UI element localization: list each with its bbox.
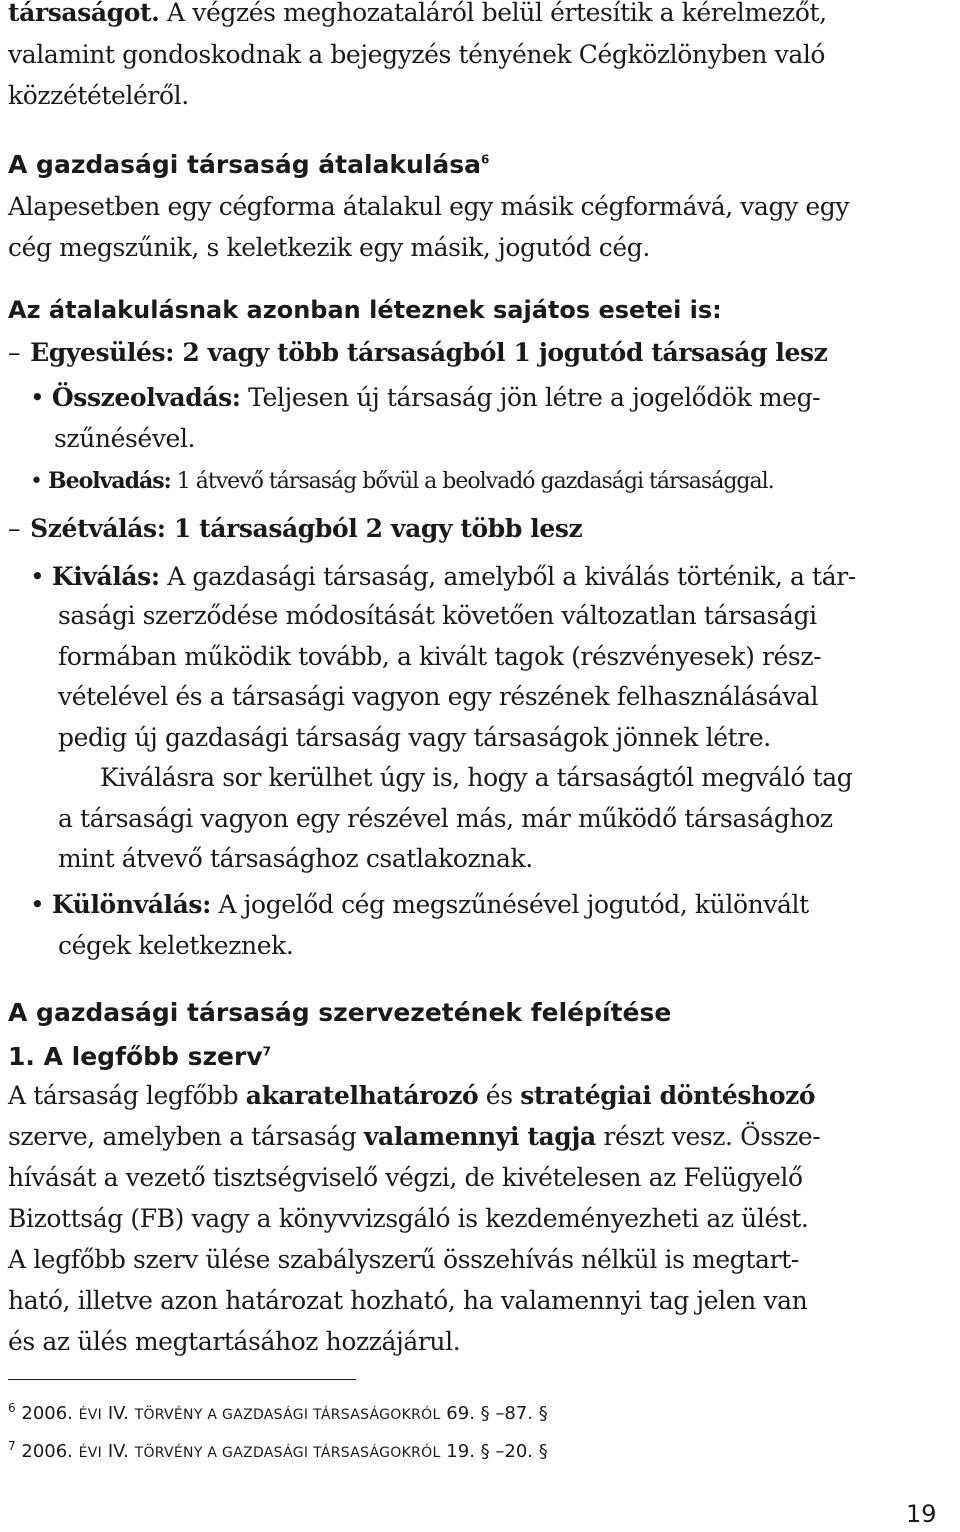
split-line-2: sasági szerződése módosítását követően változatlan társasági: [58, 601, 817, 630]
fusion-line-2: szűnésével.: [54, 424, 196, 453]
footnote-law-title: TÖRVÉNY A GAZDASÁGI TÁRSASÁGOKRÓL: [134, 1445, 441, 1461]
footnote-7: [8, 1441, 548, 1462]
separate-item: [30, 890, 809, 919]
bullet-icon: •: [30, 469, 42, 494]
bullet-icon: •: [30, 890, 45, 919]
section-title-structure: A gazdasági társaság szervezetének felépítése: [8, 998, 672, 1027]
fusion-item: [30, 383, 820, 412]
structure-bold: akaratelhatározó: [245, 1081, 479, 1110]
bullet-icon: •: [30, 562, 45, 591]
split-label: Kiválás:: [51, 562, 160, 591]
transform-p1-line-1: Alapesetben egy cégforma átalakul egy másik cégformává, vagy egy: [8, 192, 850, 221]
footnote-year: 2006.: [21, 1403, 73, 1424]
fusion-text: Teljesen új társaság jön létre a jogelődök meg-: [240, 383, 821, 412]
structure-line-7: és az ülés megtartásához hozzájárul.: [8, 1327, 461, 1356]
footnote-evi: ÉVI: [78, 1445, 103, 1461]
footnote-range: 69. § –87. §: [446, 1403, 548, 1424]
bullet-icon: •: [30, 383, 45, 412]
fusion-label: Összeolvadás:: [51, 383, 241, 412]
merger-item: [8, 338, 827, 367]
special-cases-heading: Az átalakulásnak azonban léteznek sajátos esetei is:: [8, 296, 722, 324]
footnote-law-title: TÖRVÉNY A GAZDASÁGI TÁRSASÁGOKRÓL: [134, 1407, 441, 1423]
structure-bold: stratégiai döntéshozó: [520, 1081, 816, 1110]
structure-text: részt vesz. Össze-: [595, 1122, 821, 1151]
structure-line-6: ható, illetve azon határozat hozható, ha valamennyi tag jelen van: [8, 1286, 808, 1315]
footnote-range: 19. § –20. §: [446, 1441, 548, 1462]
footnote-number: 7: [8, 1439, 16, 1453]
split-line-3: formában működik tovább, a kivált tagok (részvényesek) rész-: [58, 642, 822, 671]
split-item: [30, 562, 856, 591]
subsection-title-supreme-body: [8, 1042, 271, 1071]
structure-line-5: A legfőbb szerv ülése szabályszerű összehívás nélkül is megtart-: [8, 1245, 799, 1274]
dash-marker: –: [8, 514, 21, 543]
page-number: 19: [906, 1500, 937, 1528]
footnote-divider: [8, 1379, 356, 1380]
transform-p1-line-2: cég megszűnik, s keletkezik egy másik, jogutód cég.: [8, 233, 650, 262]
footnote-year: 2006.: [21, 1441, 73, 1462]
division-label: Szétválás: 1 társaságból 2 vagy több lesz: [30, 514, 583, 543]
absorb-text: 1 átvevő társaság bővül a beolvadó gazdasági társasággal.: [170, 469, 774, 494]
split-p2-line-3: mint átvevő társasághoz csatlakoznak.: [58, 844, 533, 873]
structure-line-3: hívását a vezető tisztségviselő végzi, de kivételesen az Felügyelő: [8, 1163, 803, 1192]
footnote-evi: ÉVI: [78, 1407, 103, 1423]
structure-line-4: Bizottság (FB) vagy a könyvvizsgáló is kezdeményezheti az ülést.: [8, 1204, 809, 1233]
division-item: [8, 514, 582, 543]
footnote-roman: IV.: [107, 1403, 129, 1424]
footnote-number: 6: [8, 1401, 16, 1415]
split-line-5: pedig új gazdasági társaság vagy társaságok jönnek létre.: [58, 723, 771, 752]
structure-bold: valamennyi tagja: [363, 1122, 596, 1151]
split-p2-line-2: a társasági vagyon egy részével más, már működő társasághoz: [58, 804, 833, 833]
intro-line-2: valamint gondoskodnak a bejegyzés tényének Cégközlönyben való: [8, 40, 826, 69]
split-line-4: vételével és a társasági vagyon egy részének felhasználásával: [58, 682, 819, 711]
structure-text: A társaság legfőbb: [8, 1081, 246, 1110]
structure-text: és: [478, 1081, 521, 1110]
split-text: A gazdasági társaság, amelyből a kiválás történik, a tár-: [159, 562, 856, 591]
intro-line-1: [8, 0, 827, 27]
section-title-text: A gazdasági társaság átalakulása: [8, 150, 482, 179]
footnote-ref-6: 6: [481, 152, 490, 167]
intro-bold-word: társaságot.: [8, 0, 160, 27]
merger-label: Egyesülés: 2 vagy több társaságból 1 jogutód társaság lesz: [30, 338, 828, 367]
separate-label: Különválás:: [51, 890, 211, 919]
intro-line-3: közzétételéről.: [8, 81, 189, 110]
intro-line-1-text: A végzés meghozataláról belül értesítik a kérelmezőt,: [159, 0, 827, 27]
structure-text: szerve, amelyben a társaság: [8, 1122, 364, 1151]
absorb-item: [30, 468, 774, 494]
separate-text: A jogelőd cég megszűnésével jogutód, különvált: [210, 890, 809, 919]
footnote-ref-7: 7: [262, 1044, 271, 1059]
separate-line-2: cégek keletkeznek.: [58, 931, 294, 960]
absorb-label: Beolvadás:: [47, 468, 171, 494]
section-title-transformation: [8, 150, 489, 179]
subsection-title-text: 1. A legfőbb szerv: [8, 1042, 263, 1071]
dash-marker: –: [8, 338, 21, 367]
footnote-6: [8, 1403, 548, 1424]
structure-line-1: [8, 1081, 815, 1110]
split-p2-line-1: Kiválásra sor kerülhet úgy is, hogy a társaságtól megváló tag: [100, 763, 853, 792]
footnote-roman: IV.: [107, 1441, 129, 1462]
structure-line-2: [8, 1122, 820, 1151]
